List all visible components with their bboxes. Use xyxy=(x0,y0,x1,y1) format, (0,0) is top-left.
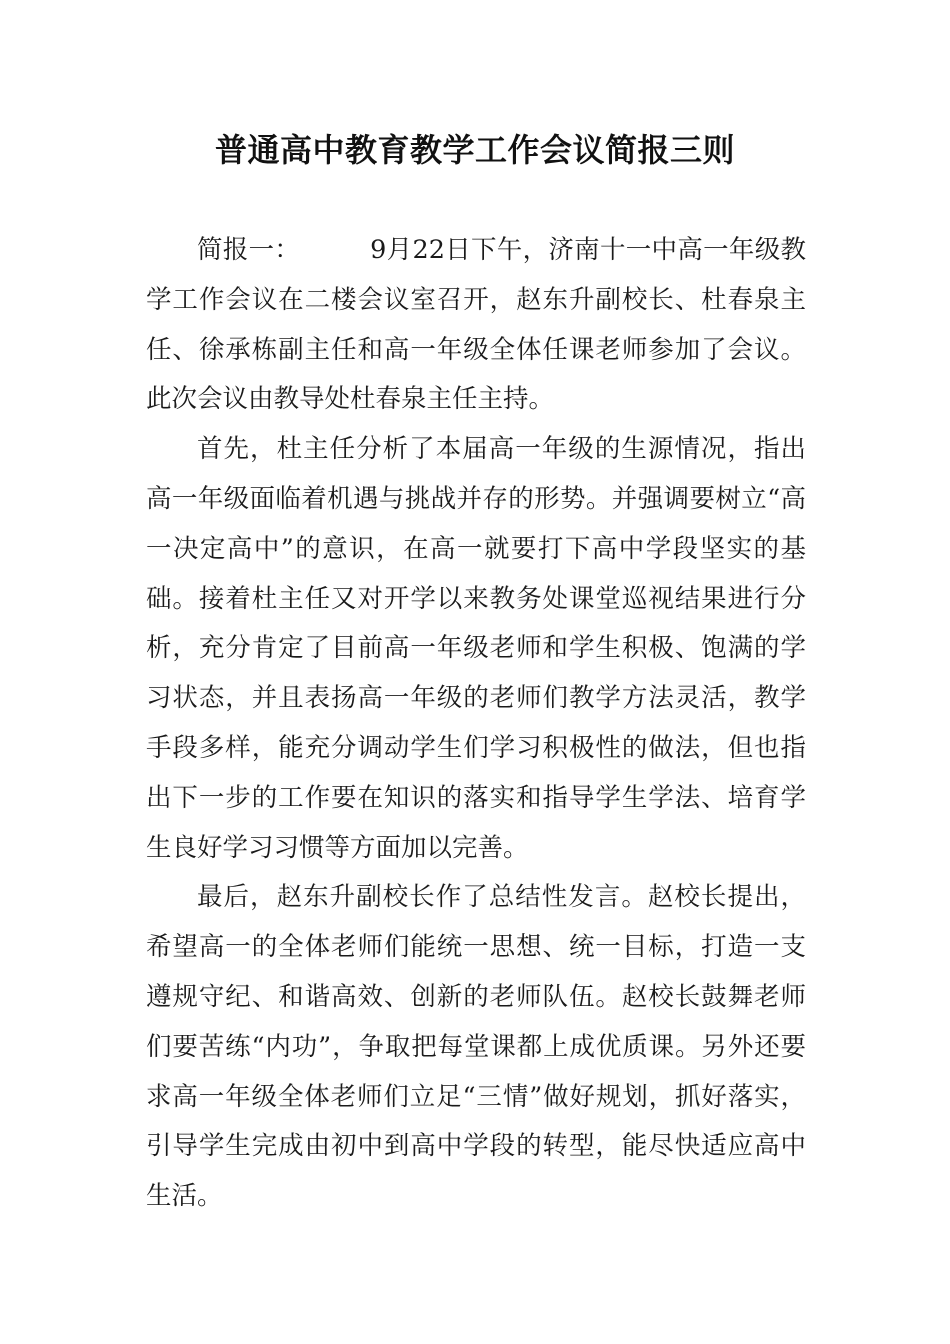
paragraph-2: 首先，杜主任分析了本届高一年级的生源情况，指出高一年级面临着机遇与挑战并存的形势。并强调要树立“高一决定高中”的意识，在高一就要打下高中学段坚实的基础。接着杜主任又对开学以来教务处课堂巡视结果进行分析，充分肯定了目前高一年级老师和学生积极、饱满的学习状态，并且表扬高一年级的老师们教学方法灵活，教学手段多样，能充分调动学生们学习积极性的做法，但也指出下一步的工作要在知识的落实和指导学生学法、培育学生良好学习习惯等方面加以完善。 xyxy=(146,434,806,863)
paragraph-3: 最后，赵东升副校长作了总结性发言。赵校长提出，希望高一的全体老师们能统一思想、统一目标，打造一支遵规守纪、和谐高效、创新的老师队伍。赵校长鼓舞老师们要苦练“内功”，争取把每堂课都上成优质课。另外还要求高一年级全体老师们立足“三情”做好规划，抓好落实，引导学生完成由初中到高中学段的转型，能尽快适应高中生活。 xyxy=(146,882,806,1212)
paragraph-1-text: 9月22日下午，济南十一中高一年级教学工作会议在二楼会议室召开，赵东升副校长、杜春泉主任、徐承栋副主任和高一年级全体任课老师参加了会议。此次会议由教导处杜春泉主任主持。 xyxy=(146,235,806,415)
paragraph-1 xyxy=(146,226,806,425)
document-body xyxy=(146,226,806,1222)
document-title: 普通高中教育教学工作会议简报三则 xyxy=(214,131,735,169)
bulletin-label: 简报一： xyxy=(197,235,301,265)
